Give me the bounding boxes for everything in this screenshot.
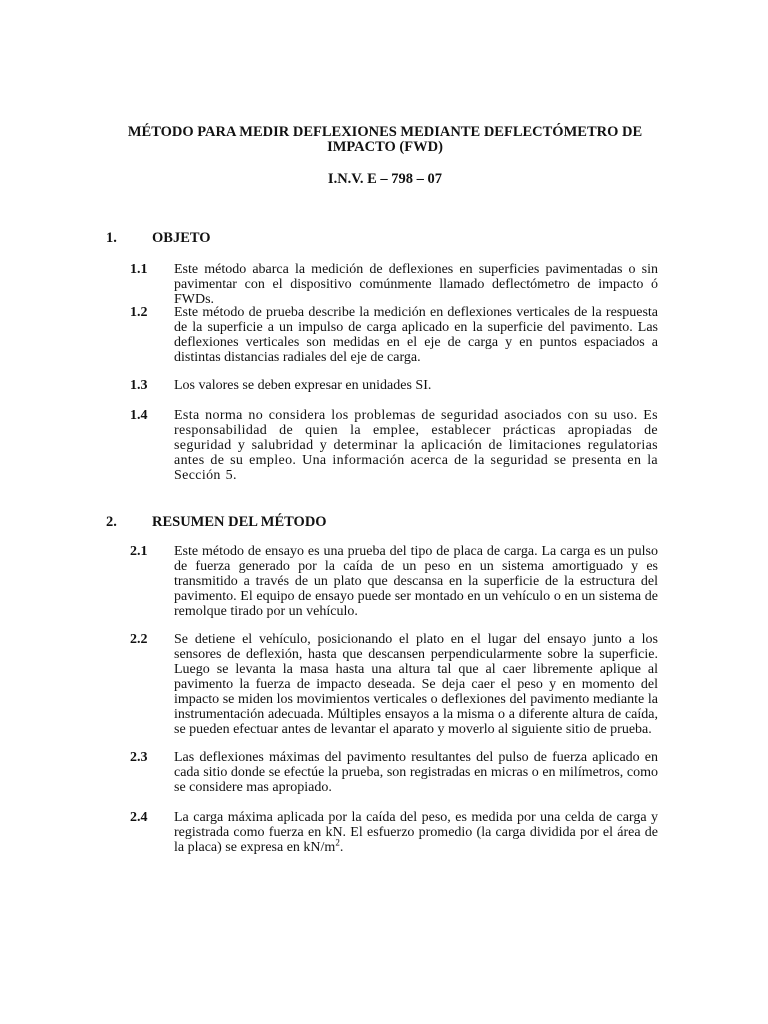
item-number: 1.3	[130, 378, 148, 393]
item-text: Este método abarca la medición de deflexiones en superficies pavimentadas o sin pavimentar con el dispositivo comúnmente llamado deflectómetro de impacto ó FWDs.	[174, 262, 658, 307]
unit-superscript: 2	[335, 837, 340, 848]
section-title: OBJETO	[152, 230, 211, 246]
item-text-end: .	[339, 840, 344, 855]
item-text: Esta norma no considera los problemas de seguridad asociados con su uso. Es responsabilidad de quien la emplee, establecer prácticas apropiadas de seguridad y salubridad y determinar la aplicación de limitaciones regulatorias antes de su empleo. Una información acerca de la seguridad se presenta en la Sección 5.	[174, 408, 658, 483]
item-text: Se detiene el vehículo, posicionando el plato en el lugar del ensayo junto a los sensores de deflexión, hasta que descansen perpendicularmente sobre la superficie. Luego se levanta la masa hasta una altura tal que al caer libremente aplique al pavimento la fuerza de impacto deseada. Se deja caer el peso y en momento del impacto se miden los movimientos verticales o deflexiones del pavimento mediante la instrumentación adecuada. Múltiples ensayos a la misma o a diferente altura de caída, se pueden efectuar antes de levantar el aparato y moverlo al siguiente sitio de prueba.	[174, 632, 658, 737]
item-text: Los valores se deben expresar en unidades SI.	[174, 378, 432, 393]
item-number: 2.3	[130, 750, 148, 765]
document-title-line-2: IMPACTO (FWD)	[327, 139, 443, 155]
item-number: 1.1	[130, 262, 148, 277]
item-text-body: La carga máxima aplicada por la caída del peso, es medida por una celda de carga y registrada como fuerza en kN. El esfuerzo promedio (la carga dividida por el área de la placa) se expresa en kN/m	[174, 810, 658, 855]
document-code: I.N.V. E – 798 – 07	[327, 171, 443, 187]
item-number: 2.2	[130, 632, 148, 647]
item-number: 1.4	[130, 408, 148, 423]
item-number: 1.2	[130, 305, 148, 320]
section-title: RESUMEN DEL MÉTODO	[152, 514, 327, 530]
item-text: Este método de prueba describe la medición en deflexiones verticales de la respuesta de la superficie a un impulso de carga aplicado en la superficie del pavimento. Las deflexiones verticales son medidas en el eje de carga y en puntos espaciados a distintas distancias radiales del eje de carga.	[174, 305, 658, 365]
item-number: 2.1	[130, 544, 148, 559]
item-text: Las deflexiones máximas del pavimento resultantes del pulso de fuerza aplicado en cada sitio donde se efectúe la prueba, son registradas en micras o en milímetros, como se considere mas apropiado.	[174, 750, 658, 795]
item-text	[174, 810, 658, 855]
document-title-line-1: MÉTODO PARA MEDIR DEFLEXIONES MEDIANTE DEFLECTÓMETRO DE	[127, 124, 643, 140]
section-number: 1.	[106, 230, 117, 246]
item-number: 2.4	[130, 810, 148, 825]
item-text: Este método de ensayo es una prueba del tipo de placa de carga. La carga es un pulso de fuerza generado por la caída de un peso en un sistema amortiguado y es transmitido a través de un plato que descansa en la superficie de la estructura del pavimento. El equipo de ensayo puede ser montado en un vehículo o en un sistema de remolque tirado por un vehículo.	[174, 544, 658, 619]
section-number: 2.	[106, 514, 117, 530]
